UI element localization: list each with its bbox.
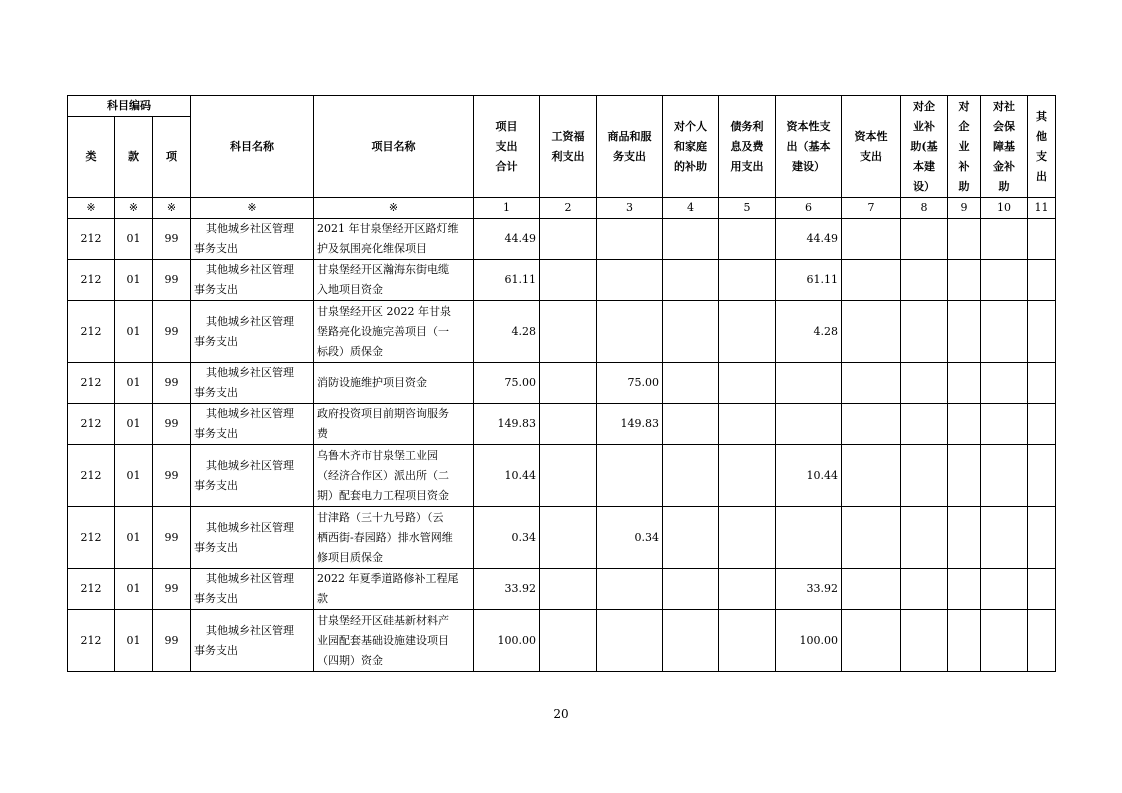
project-line: 甘泉堡经开区 2022 年甘泉 bbox=[317, 304, 451, 318]
subject-line: 其他城乡社区管理 bbox=[206, 572, 294, 585]
cell-subject-name bbox=[191, 404, 314, 445]
index-cell: 7 bbox=[842, 198, 901, 219]
header-project-name: 项目名称 bbox=[314, 96, 474, 198]
header-line: 支出 bbox=[860, 149, 882, 163]
cell-lei: 212 bbox=[68, 507, 115, 569]
cell-xiang: 99 bbox=[153, 219, 191, 260]
project-line: 护及氛围亮化维保项目 bbox=[317, 242, 427, 255]
header-line: 项目 bbox=[495, 119, 518, 133]
header-line: 他 bbox=[1036, 129, 1047, 143]
index-cell: 10 bbox=[981, 198, 1028, 219]
cell-personal bbox=[663, 301, 719, 363]
table-body bbox=[68, 219, 1056, 672]
header-col-1 bbox=[474, 96, 540, 198]
index-cell: 8 bbox=[901, 198, 948, 219]
cell-total: 0.34 bbox=[474, 507, 540, 569]
index-cell: ※ bbox=[314, 198, 474, 219]
cell-debt bbox=[719, 507, 776, 569]
subject-line: 事务支出 bbox=[194, 427, 238, 440]
cell-personal bbox=[663, 507, 719, 569]
cell-ent bbox=[948, 404, 981, 445]
cell-kuan: 01 bbox=[115, 445, 153, 507]
index-cell: ※ bbox=[153, 198, 191, 219]
header-line: 的补助 bbox=[674, 159, 707, 173]
cell-ent bbox=[948, 569, 981, 610]
cell-other bbox=[1028, 404, 1056, 445]
budget-table bbox=[67, 95, 1056, 672]
project-line: 标段）质保金 bbox=[317, 344, 383, 358]
table-row bbox=[68, 301, 1056, 363]
cell-lei: 212 bbox=[68, 260, 115, 301]
cell-capital bbox=[842, 363, 901, 404]
header-line: 业 bbox=[958, 139, 970, 153]
cell-wage bbox=[540, 507, 597, 569]
project-line: 甘泉堡经开区瀚海东街电缆 bbox=[317, 263, 449, 276]
cell-ent bbox=[948, 363, 981, 404]
cell-ent-basic bbox=[901, 404, 948, 445]
cell-total: 149.83 bbox=[474, 404, 540, 445]
cell-kuan: 01 bbox=[115, 260, 153, 301]
header-col-7 bbox=[842, 96, 901, 198]
header-line: 障基 bbox=[993, 139, 1015, 153]
cell-lei: 212 bbox=[68, 445, 115, 507]
header-col-6 bbox=[776, 96, 842, 198]
cell-debt bbox=[719, 260, 776, 301]
cell-goods bbox=[597, 445, 663, 507]
header-line: 其 bbox=[1036, 109, 1047, 123]
cell-wage bbox=[540, 219, 597, 260]
cell-wage bbox=[540, 569, 597, 610]
cell-subject-name bbox=[191, 301, 314, 363]
cell-social bbox=[981, 404, 1028, 445]
header-line: 助 bbox=[998, 179, 1010, 193]
header-line: 用支出 bbox=[730, 159, 764, 173]
subject-line: 其他城乡社区管理 bbox=[206, 623, 294, 637]
cell-wage bbox=[540, 363, 597, 404]
cell-personal bbox=[663, 569, 719, 610]
subject-line: 其他城乡社区管理 bbox=[206, 263, 294, 276]
cell-lei: 212 bbox=[68, 569, 115, 610]
cell-subject-name bbox=[191, 363, 314, 404]
cell-personal bbox=[663, 445, 719, 507]
header-col-10 bbox=[981, 96, 1028, 198]
project-line: 栖西街-春园路）排水管网维 bbox=[317, 530, 453, 544]
cell-personal bbox=[663, 219, 719, 260]
index-cell: 2 bbox=[540, 198, 597, 219]
cell-goods bbox=[597, 219, 663, 260]
cell-social bbox=[981, 301, 1028, 363]
cell-capital-basic: 100.00 bbox=[776, 610, 842, 672]
cell-ent-basic bbox=[901, 507, 948, 569]
index-cell: 4 bbox=[663, 198, 719, 219]
table-row bbox=[68, 445, 1056, 507]
cell-lei: 212 bbox=[68, 219, 115, 260]
cell-other bbox=[1028, 363, 1056, 404]
cell-project-name bbox=[314, 507, 474, 569]
subject-line: 事务支出 bbox=[194, 334, 238, 348]
subject-line: 其他城乡社区管理 bbox=[206, 458, 294, 472]
header-col-3 bbox=[597, 96, 663, 198]
cell-kuan: 01 bbox=[115, 507, 153, 569]
cell-capital bbox=[842, 610, 901, 672]
cell-total: 4.28 bbox=[474, 301, 540, 363]
cell-project-name bbox=[314, 404, 474, 445]
project-line: 2021 年甘泉堡经开区路灯维 bbox=[317, 222, 459, 235]
cell-subject-name bbox=[191, 507, 314, 569]
project-line: 政府投资项目前期咨询服务 bbox=[317, 407, 449, 420]
subject-line: 事务支出 bbox=[194, 242, 238, 255]
header-line: 建设） bbox=[792, 159, 825, 173]
header-line: 对个人 bbox=[674, 119, 707, 133]
header-line: 出 bbox=[1036, 169, 1047, 183]
cell-other bbox=[1028, 569, 1056, 610]
cell-ent-basic bbox=[901, 301, 948, 363]
cell-lei: 212 bbox=[68, 363, 115, 404]
cell-goods: 75.00 bbox=[597, 363, 663, 404]
project-line: 款 bbox=[317, 592, 328, 605]
cell-xiang: 99 bbox=[153, 610, 191, 672]
cell-social bbox=[981, 507, 1028, 569]
cell-ent-basic bbox=[901, 610, 948, 672]
cell-social bbox=[981, 260, 1028, 301]
header-line: 合计 bbox=[495, 159, 518, 173]
cell-subject-name bbox=[191, 445, 314, 507]
cell-ent-basic bbox=[901, 363, 948, 404]
subject-line: 事务支出 bbox=[194, 283, 238, 296]
index-row bbox=[68, 198, 1056, 219]
header-line: 务支出 bbox=[613, 149, 646, 163]
cell-debt bbox=[719, 301, 776, 363]
cell-total: 10.44 bbox=[474, 445, 540, 507]
cell-ent bbox=[948, 610, 981, 672]
cell-other bbox=[1028, 260, 1056, 301]
cell-personal bbox=[663, 260, 719, 301]
cell-total: 33.92 bbox=[474, 569, 540, 610]
header-col-8 bbox=[901, 96, 948, 198]
cell-ent bbox=[948, 445, 981, 507]
cell-other bbox=[1028, 507, 1056, 569]
index-cell: 9 bbox=[948, 198, 981, 219]
cell-xiang: 99 bbox=[153, 363, 191, 404]
cell-debt bbox=[719, 219, 776, 260]
cell-xiang: 99 bbox=[153, 404, 191, 445]
cell-xiang: 99 bbox=[153, 569, 191, 610]
cell-goods: 149.83 bbox=[597, 404, 663, 445]
cell-project-name bbox=[314, 445, 474, 507]
cell-subject-name bbox=[191, 219, 314, 260]
subject-line: 事务支出 bbox=[194, 592, 238, 605]
header-line: 资本性 bbox=[854, 129, 888, 143]
cell-debt bbox=[719, 569, 776, 610]
header-line: 对社 bbox=[993, 99, 1015, 113]
cell-kuan: 01 bbox=[115, 301, 153, 363]
table-row bbox=[68, 507, 1056, 569]
subject-line: 其他城乡社区管理 bbox=[206, 407, 294, 420]
cell-social bbox=[981, 219, 1028, 260]
header-subject-name: 科目名称 bbox=[191, 96, 314, 198]
cell-total: 100.00 bbox=[474, 610, 540, 672]
cell-ent-basic bbox=[901, 260, 948, 301]
cell-ent-basic bbox=[901, 569, 948, 610]
cell-social bbox=[981, 363, 1028, 404]
cell-kuan: 01 bbox=[115, 404, 153, 445]
header-line: 资本性支 bbox=[786, 119, 831, 133]
cell-xiang: 99 bbox=[153, 445, 191, 507]
header-line: 设） bbox=[913, 179, 935, 193]
cell-wage bbox=[540, 445, 597, 507]
cell-ent-basic bbox=[901, 445, 948, 507]
cell-ent bbox=[948, 260, 981, 301]
subject-line: 其他城乡社区管理 bbox=[206, 314, 294, 328]
project-line: 入地项目资金 bbox=[317, 283, 383, 296]
index-cell: 1 bbox=[474, 198, 540, 219]
cell-capital-basic: 61.11 bbox=[776, 260, 842, 301]
cell-wage bbox=[540, 610, 597, 672]
header-line: 和家庭 bbox=[674, 139, 707, 153]
cell-capital-basic bbox=[776, 363, 842, 404]
cell-xiang: 99 bbox=[153, 260, 191, 301]
index-cell: 6 bbox=[776, 198, 842, 219]
project-line: 乌鲁木齐市甘泉堡工业园 bbox=[317, 448, 438, 462]
header-kuan: 款 bbox=[115, 117, 153, 198]
project-line: （四期）资金 bbox=[317, 653, 383, 667]
subject-line: 其他城乡社区管理 bbox=[206, 366, 294, 379]
table-row bbox=[68, 260, 1056, 301]
project-line: 期）配套电力工程项目资金 bbox=[317, 488, 449, 502]
cell-capital bbox=[842, 569, 901, 610]
cell-goods bbox=[597, 301, 663, 363]
page-number: 20 bbox=[553, 707, 569, 721]
subject-line: 事务支出 bbox=[194, 540, 238, 554]
table-row bbox=[68, 569, 1056, 610]
cell-kuan: 01 bbox=[115, 569, 153, 610]
cell-goods bbox=[597, 260, 663, 301]
cell-project-name bbox=[314, 610, 474, 672]
cell-ent bbox=[948, 301, 981, 363]
cell-other bbox=[1028, 219, 1056, 260]
cell-capital bbox=[842, 219, 901, 260]
cell-social bbox=[981, 569, 1028, 610]
cell-capital-basic bbox=[776, 507, 842, 569]
header-line: 支 bbox=[1036, 149, 1047, 163]
cell-personal bbox=[663, 363, 719, 404]
index-cell: ※ bbox=[191, 198, 314, 219]
cell-other bbox=[1028, 301, 1056, 363]
header-line: 金补 bbox=[993, 159, 1015, 173]
cell-capital bbox=[842, 507, 901, 569]
header-code-group: 科目编码 bbox=[68, 96, 191, 117]
cell-lei: 212 bbox=[68, 301, 115, 363]
index-cell: ※ bbox=[68, 198, 115, 219]
header-line: 会保 bbox=[993, 119, 1015, 133]
cell-lei: 212 bbox=[68, 404, 115, 445]
cell-project-name bbox=[314, 260, 474, 301]
cell-capital bbox=[842, 445, 901, 507]
cell-ent-basic bbox=[901, 219, 948, 260]
header-line: 对 bbox=[958, 99, 970, 113]
cell-other bbox=[1028, 445, 1056, 507]
cell-capital bbox=[842, 301, 901, 363]
cell-total: 61.11 bbox=[474, 260, 540, 301]
project-line: 消防设施维护项目资金 bbox=[317, 376, 427, 389]
header-line: 出（基本 bbox=[786, 139, 831, 153]
header-line: 息及费 bbox=[730, 139, 764, 153]
cell-project-name bbox=[314, 301, 474, 363]
cell-personal bbox=[663, 610, 719, 672]
subject-line: 其他城乡社区管理 bbox=[206, 222, 294, 235]
cell-xiang: 99 bbox=[153, 301, 191, 363]
index-cell: 3 bbox=[597, 198, 663, 219]
cell-goods bbox=[597, 610, 663, 672]
cell-personal bbox=[663, 404, 719, 445]
cell-debt bbox=[719, 610, 776, 672]
subject-line: 事务支出 bbox=[194, 478, 238, 492]
header-col-2 bbox=[540, 96, 597, 198]
cell-debt bbox=[719, 404, 776, 445]
cell-total: 44.49 bbox=[474, 219, 540, 260]
cell-subject-name bbox=[191, 260, 314, 301]
cell-social bbox=[981, 610, 1028, 672]
cell-kuan: 01 bbox=[115, 363, 153, 404]
header-line: 对企 bbox=[913, 99, 935, 113]
header-line: 补 bbox=[958, 159, 970, 173]
header-line: 支出 bbox=[495, 139, 518, 153]
cell-subject-name bbox=[191, 569, 314, 610]
table-row bbox=[68, 404, 1056, 445]
cell-lei: 212 bbox=[68, 610, 115, 672]
cell-project-name bbox=[314, 363, 474, 404]
cell-capital-basic bbox=[776, 404, 842, 445]
header-xiang: 项 bbox=[153, 117, 191, 198]
project-line: 费 bbox=[317, 427, 328, 440]
cell-capital-basic: 33.92 bbox=[776, 569, 842, 610]
header-line: 本建 bbox=[913, 159, 935, 173]
header-lei: 类 bbox=[68, 117, 115, 198]
table-row bbox=[68, 363, 1056, 404]
cell-capital-basic: 4.28 bbox=[776, 301, 842, 363]
cell-ent bbox=[948, 507, 981, 569]
header-line: 商品和服 bbox=[607, 129, 652, 143]
cell-subject-name bbox=[191, 610, 314, 672]
header-line: 助(基 bbox=[910, 139, 938, 153]
cell-project-name bbox=[314, 569, 474, 610]
index-cell: ※ bbox=[115, 198, 153, 219]
project-line: （经济合作区）派出所（二 bbox=[317, 468, 449, 482]
project-line: 修项目质保金 bbox=[317, 550, 383, 564]
cell-total: 75.00 bbox=[474, 363, 540, 404]
subject-line: 其他城乡社区管理 bbox=[206, 520, 294, 534]
project-line: 业园配套基础设施建设项目 bbox=[317, 633, 449, 647]
subject-line: 事务支出 bbox=[194, 643, 238, 657]
header-col-11 bbox=[1028, 96, 1056, 198]
project-line: 堡路亮化设施完善项目（一 bbox=[317, 324, 449, 338]
table-row bbox=[68, 219, 1056, 260]
header-line: 业补 bbox=[913, 119, 935, 133]
header-line: 债务利 bbox=[730, 119, 764, 133]
cell-debt bbox=[719, 445, 776, 507]
cell-goods bbox=[597, 569, 663, 610]
cell-project-name bbox=[314, 219, 474, 260]
index-cell: 5 bbox=[719, 198, 776, 219]
cell-capital-basic: 44.49 bbox=[776, 219, 842, 260]
cell-kuan: 01 bbox=[115, 610, 153, 672]
cell-capital bbox=[842, 404, 901, 445]
project-line: 甘津路（三十九号路）（云 bbox=[317, 510, 444, 524]
header-line: 利支出 bbox=[551, 149, 585, 163]
project-line: 2022 年夏季道路修补工程尾 bbox=[317, 572, 459, 585]
cell-xiang: 99 bbox=[153, 507, 191, 569]
header-col-4 bbox=[663, 96, 719, 198]
cell-ent bbox=[948, 219, 981, 260]
cell-other bbox=[1028, 610, 1056, 672]
cell-wage bbox=[540, 404, 597, 445]
project-line: 甘泉堡经开区硅基新材料产 bbox=[317, 613, 449, 627]
cell-goods: 0.34 bbox=[597, 507, 663, 569]
cell-wage bbox=[540, 260, 597, 301]
cell-social bbox=[981, 445, 1028, 507]
header-line: 企 bbox=[958, 119, 970, 133]
header-line: 工资福 bbox=[551, 129, 585, 143]
cell-debt bbox=[719, 363, 776, 404]
cell-wage bbox=[540, 301, 597, 363]
cell-kuan: 01 bbox=[115, 219, 153, 260]
header-col-9 bbox=[948, 96, 981, 198]
cell-capital-basic: 10.44 bbox=[776, 445, 842, 507]
subject-line: 事务支出 bbox=[194, 386, 238, 399]
header-col-5 bbox=[719, 96, 776, 198]
cell-capital bbox=[842, 260, 901, 301]
header-line: 助 bbox=[958, 179, 970, 193]
index-cell: 11 bbox=[1028, 198, 1056, 219]
table-row bbox=[68, 610, 1056, 672]
